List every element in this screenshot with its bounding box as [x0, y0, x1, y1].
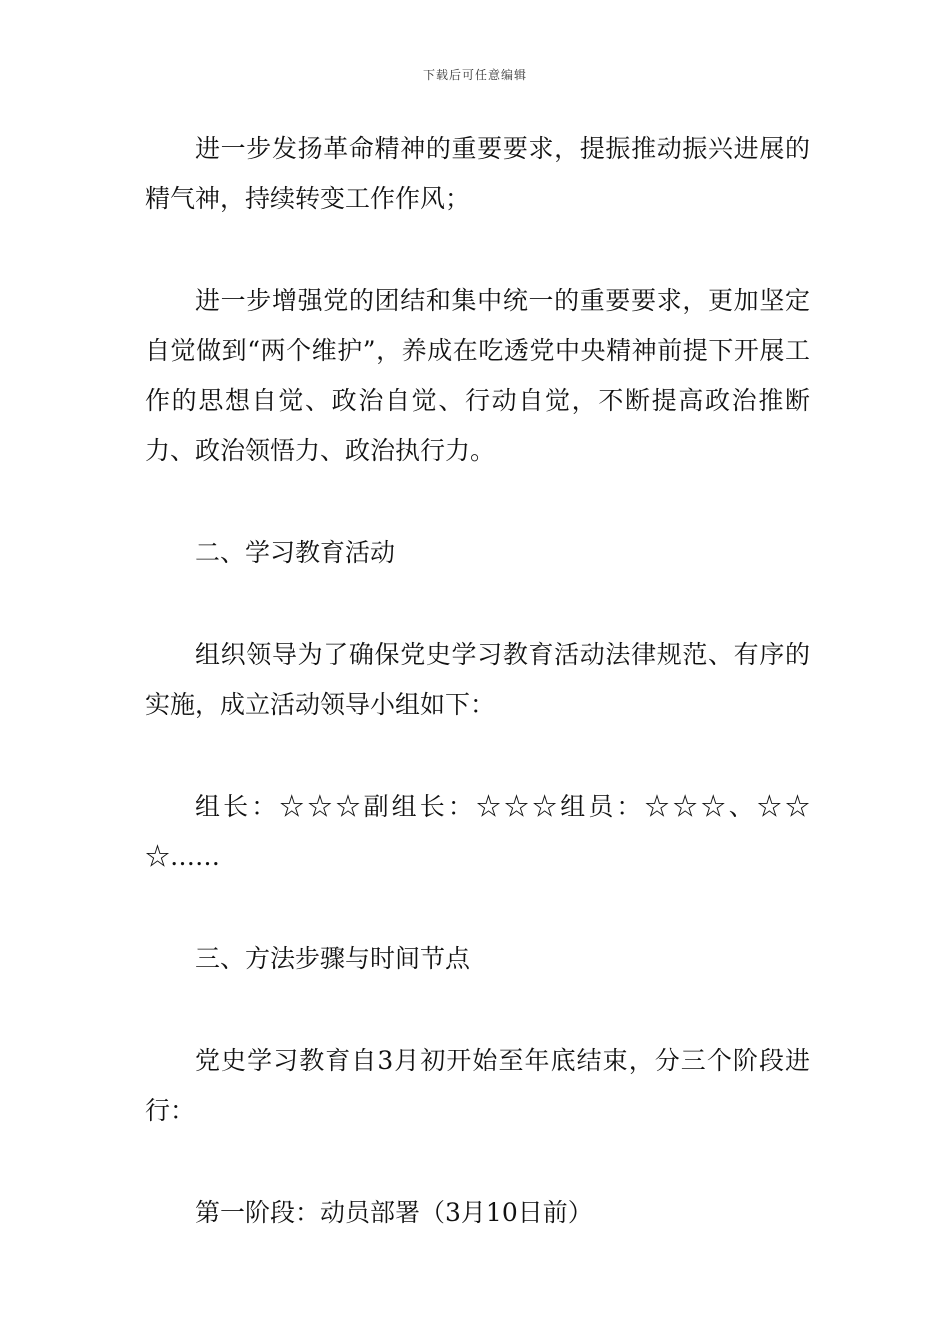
section-heading-3: 三、方法步骤与时间节点 — [195, 944, 471, 973]
paragraph-revolutionary-spirit: 进一步发扬革命精神的重要要求，提振推动振兴进展的精气神，持续转变工作作风； — [145, 134, 810, 213]
paragraph-schedule: 党史学习教育自3月初开始至年底结束，分三个阶段进行： — [145, 1046, 810, 1125]
page-header-note: 下载后可任意编辑 — [422, 68, 527, 82]
section-heading-2: 二、学习教育活动 — [195, 538, 396, 567]
paragraph-phase-one: 第一阶段：动员部署（3月10日前） — [195, 1198, 593, 1227]
paragraph-group-members: 组长：☆☆☆副组长：☆☆☆组员：☆☆☆、☆☆☆…… — [145, 792, 810, 871]
paragraph-party-unity: 进一步增强党的团结和集中统一的重要要求，更加坚定自觉做到“两个维护”，养成在吃透党中央精神前提下开展工作的思想自觉、政治自觉、行动自觉，不断提高政治推断力、政治领悟力、政治执行力。 — [145, 286, 810, 465]
document-body — [145, 124, 810, 1238]
paragraph-leadership-group: 组织领导为了确保党史学习教育活动法律规范、有序的实施，成立活动领导小组如下： — [145, 640, 810, 719]
